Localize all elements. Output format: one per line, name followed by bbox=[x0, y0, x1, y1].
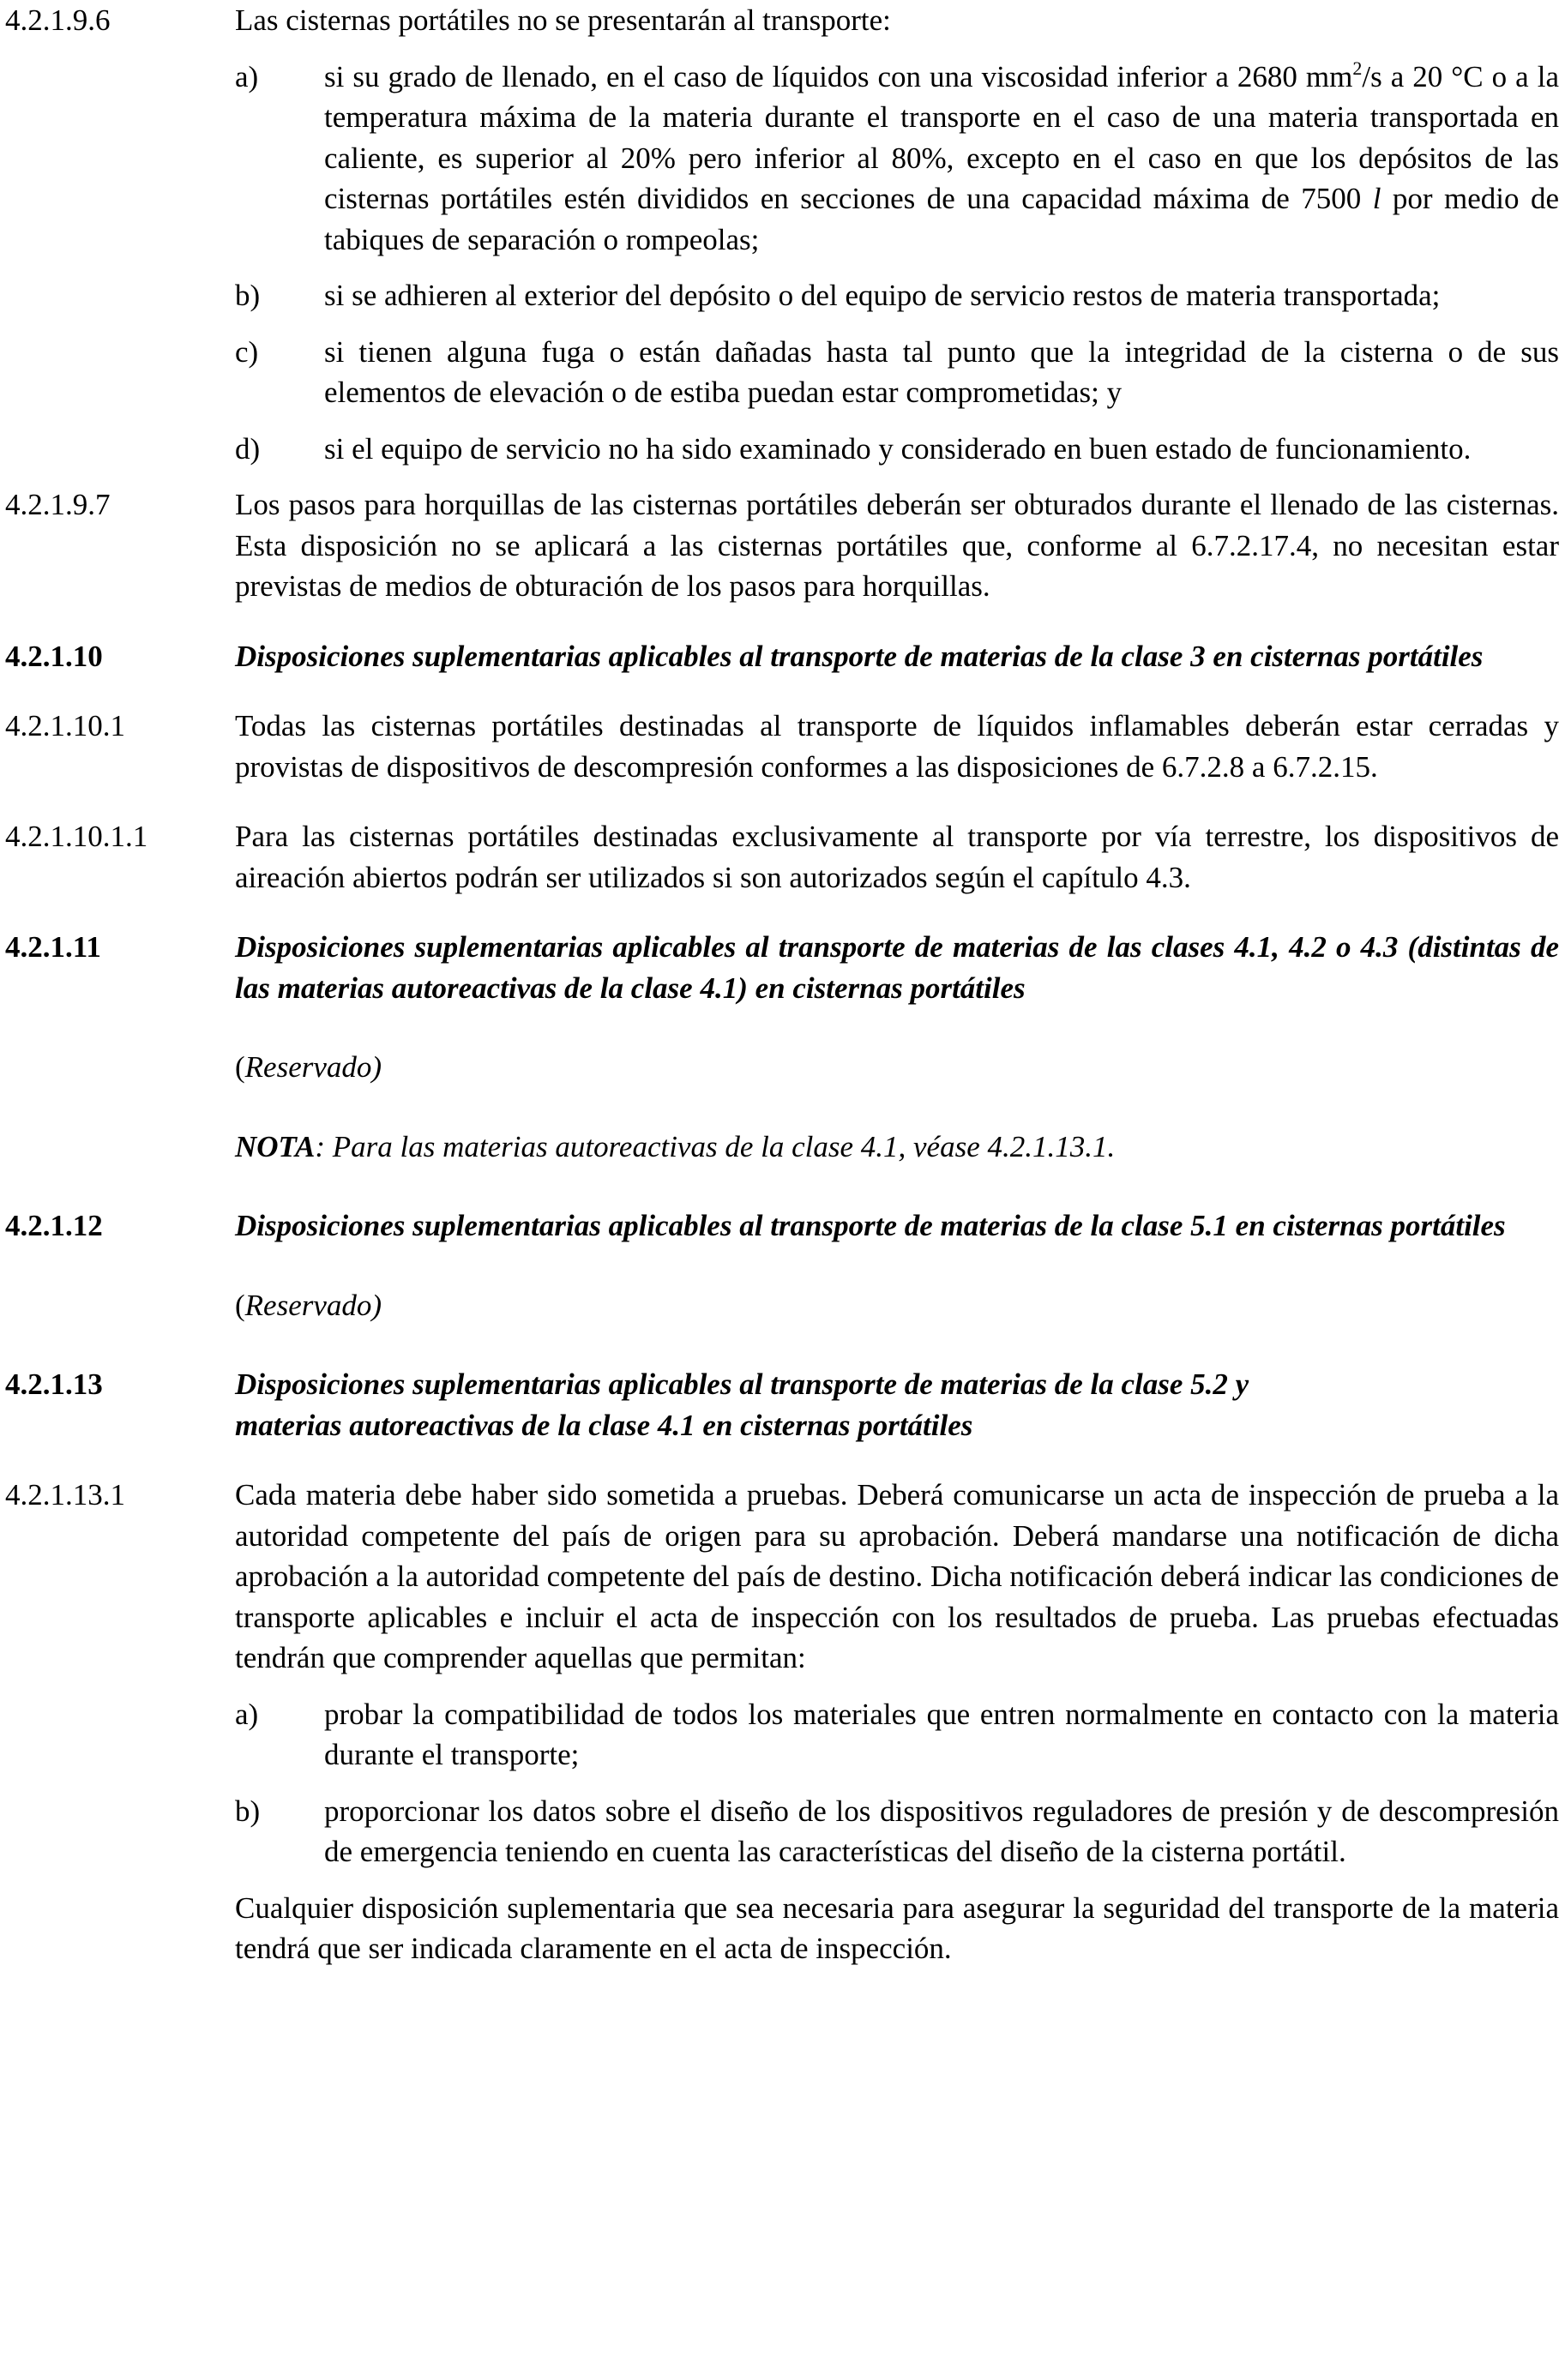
section-4-2-1-9-6 bbox=[5, 0, 1559, 469]
section-number: 4.2.1.9.6 bbox=[5, 3, 111, 37]
section-title: Disposiciones suplementarias aplicables al transporte de materias de la clase 5.1 en cisternas portátiles bbox=[235, 1209, 1506, 1242]
section-number: 4.2.1.12 bbox=[5, 1209, 103, 1242]
section-title: Disposiciones suplementarias aplicables al transporte de materias de la clase 3 en cisternas portátiles bbox=[235, 639, 1484, 673]
section-4-2-1-10-1-1 bbox=[5, 816, 1559, 898]
section-4-2-1-12 bbox=[5, 1205, 1559, 1247]
section-4-2-1-13-1 bbox=[5, 1475, 1559, 1969]
section-text: Para las cisternas portátiles destinadas exclusivamente al transporte por vía terrestre, los dispositivos de aireación abiertos podrán ser utilizados si son autorizados según el capítulo 4.3. bbox=[235, 820, 1559, 894]
nota-label: NOTA bbox=[235, 1129, 316, 1163]
document-page bbox=[5, 0, 1559, 1969]
section-number: 4.2.1.9.7 bbox=[5, 488, 111, 521]
section-number: 4.2.1.13.1 bbox=[5, 1478, 125, 1512]
list-item-text: si tienen alguna fuga o están dañadas hasta tal punto que la integridad de la cisterna o de sus elementos de elevación o de estiba puedan estar comprometidas; y bbox=[324, 334, 1559, 409]
section-number: 4.2.1.10.1 bbox=[5, 709, 125, 742]
section-4-2-1-11 bbox=[5, 927, 1559, 1008]
list-item-text: proporcionar los datos sobre el diseño de los dispositivos reguladores de presión y de descompresión de emergencia teniendo en cuenta las características del diseño de la cisterna portátil. bbox=[324, 1794, 1559, 1868]
list-item bbox=[235, 275, 1559, 316]
section-intro: Cada materia debe haber sido sometida a pruebas. Deberá comunicarse un acta de inspección de prueba a la autoridad competente del país de origen para su aprobación. Deberá mandarse una notificación de dicha aprobación a la autoridad competente del país de destino. Dicha notificación deberá indicar las condiciones de transporte aplicables e incluir el acta de inspección con los resultados de prueba. Las pruebas efectuadas tendrán que comprender aquellas que permitan: bbox=[235, 1478, 1559, 1674]
list-item bbox=[235, 429, 1559, 470]
nota-text: : Para las materias autoreactivas de la clase 4.1, véase 4.2.1.13.1. bbox=[315, 1129, 1116, 1163]
section-intro: Las cisternas portátiles no se presentarán al transporte: bbox=[235, 3, 891, 37]
list-item-text: si su grado de llenado, en el caso de líquidos con una viscosidad inferior a 2680 $mm^2/s$ a 20 °C o a la temperatura máxima de la materia durante el transporte en el caso de una materia transportada en caliente, es superior al 20% pero inferior al 80%, excepto en el caso en que los depósitos de las cisternas portátiles estén divididos en secciones de una capacidad máxima de 7500 l por medio de tabiques de separación o rompeolas; bbox=[324, 57, 1559, 256]
list-item-text: si se adhieren al exterior del depósito o del equipo de servicio restos de materia transportada; bbox=[324, 279, 1441, 312]
section-closing: Cualquier disposición suplementaria que sea necesaria para asegurar la seguridad del transporte de la materia tendrá que ser indicada claramente en el acta de inspección. bbox=[235, 1890, 1559, 1965]
list-item-label: b) bbox=[235, 279, 261, 312]
nota bbox=[235, 1127, 1559, 1168]
section-title-line: materias autoreactivas de la clase 4.1 en cisternas portátiles bbox=[235, 1408, 973, 1442]
section-4-2-1-12-reserved bbox=[5, 1285, 1559, 1326]
list-item-label: a) bbox=[235, 59, 259, 93]
section-4-2-1-10-1 bbox=[5, 706, 1559, 787]
reserved-note: (Reservado) bbox=[235, 1050, 382, 1084]
section-text: Todas las cisternas portátiles destinadas al transporte de líquidos inflamables deberán estar cerradas y provistas de dispositivos de descompresión conformes a las disposiciones de 6.7.2.8 a 6.7.2.15. bbox=[235, 709, 1559, 784]
section-number: 4.2.1.10.1.1 bbox=[5, 820, 148, 853]
section-4-2-1-11-nota bbox=[5, 1127, 1559, 1168]
list-item-label: d) bbox=[235, 431, 261, 466]
section-4-2-1-9-7 bbox=[5, 484, 1559, 607]
list-item-text: si el equipo de servicio no ha sido examinado y considerado en buen estado de funcionamiento. bbox=[324, 431, 1472, 466]
section-4-2-1-13 bbox=[5, 1364, 1559, 1445]
section-number: 4.2.1.11 bbox=[5, 930, 101, 964]
section-title-line: Disposiciones suplementarias aplicables al transporte de materias de la clase 5.2 y bbox=[235, 1367, 1249, 1401]
reserved-note: (Reservado) bbox=[235, 1288, 382, 1322]
section-text: Los pasos para horquillas de las cisternas portátiles deberán ser obturados durante el llenado de las cisternas. Esta disposición no se aplicará a las cisternas portátiles que, conforme al 6.7.2.17.4, no necesitan estar previstas de medios de obturación de los pasos para horquillas. bbox=[235, 488, 1559, 603]
section-number: 4.2.1.13 bbox=[5, 1367, 103, 1401]
list-item-label: c) bbox=[235, 334, 259, 369]
section-4-2-1-11-reserved bbox=[5, 1047, 1559, 1088]
section-4-2-1-10 bbox=[5, 636, 1559, 677]
list-item bbox=[235, 1694, 1559, 1776]
list-item-label: b) bbox=[235, 1794, 261, 1828]
list-item bbox=[235, 332, 1559, 413]
section-number: 4.2.1.10 bbox=[5, 639, 103, 673]
list-item-text: probar la compatibilidad de todos los materiales que entren normalmente en contacto con la materia durante el transporte; bbox=[324, 1697, 1559, 1771]
section-title: Disposiciones suplementarias aplicables al transporte de materias de las clases 4.1, 4.2 o 4.3 (distintas de las materias autoreactivas de la clase 4.1) en cisternas portátiles bbox=[235, 930, 1559, 1005]
list-item-label: a) bbox=[235, 1697, 259, 1731]
list-item bbox=[235, 57, 1559, 261]
list-item bbox=[235, 1791, 1559, 1872]
